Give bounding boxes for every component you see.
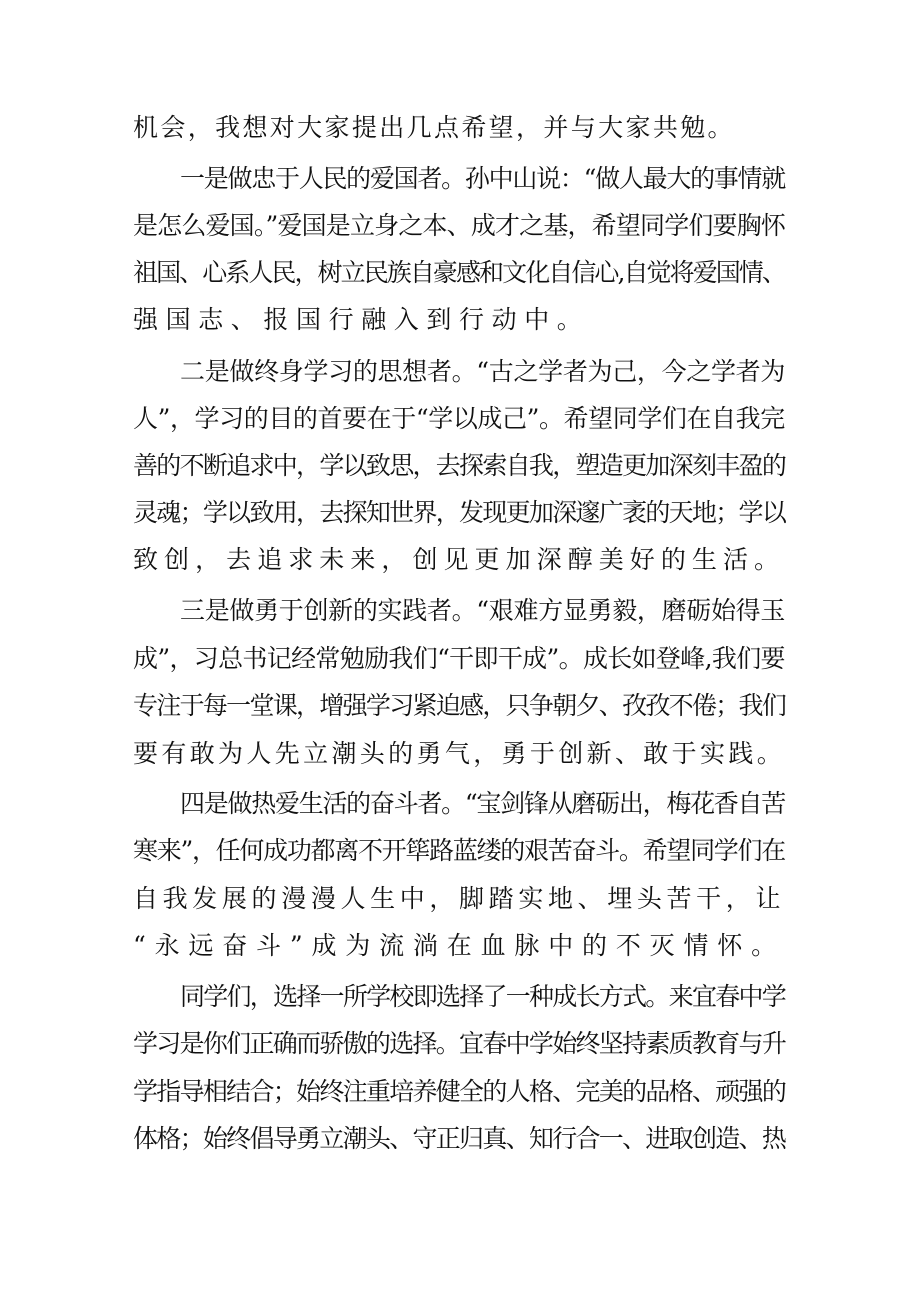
text-line-content: 灵魂；学以致用，去探知世界，发现更加深邃广袤的天地；学以 bbox=[133, 498, 786, 527]
text-line-content: 祖国、心系人民，树立民族自豪感和文化自信心,自觉将爱国情、 bbox=[133, 258, 785, 287]
text-line-content: 是怎么爱国。”爱国是立身之本、成才之基，希望同学们要胸怀 bbox=[133, 211, 786, 240]
text-line bbox=[0, 782, 920, 826]
text-line bbox=[0, 877, 920, 921]
text-line bbox=[0, 732, 920, 776]
text-line bbox=[0, 589, 920, 633]
text-line bbox=[0, 298, 920, 342]
text-line-content: 体格；始终倡导勇立潮头、守正归真、知行合一、进取创造、热 bbox=[133, 1124, 786, 1153]
text-line-content: 学指导相结合；始终注重培养健全的人格、完美的品格、顽强的 bbox=[133, 1077, 786, 1106]
text-line-content: 机会，我想对大家提出几点希望，并与大家共勉。 bbox=[133, 113, 735, 142]
text-line-content: 四是做热爱生活的奋斗者。“宝剑锋从磨砺出，梅花香自苦 bbox=[180, 789, 786, 818]
text-line-content: 人”，学习的目的首要在于“学以成己”。希望同学们在自我完 bbox=[133, 404, 785, 433]
text-line-content: 强国志、报国行融入到行动中。 bbox=[133, 305, 590, 334]
text-line bbox=[0, 251, 920, 295]
text-line-content: 同学们，选择一所学校即选择了一种成长方式。来宜春中学 bbox=[180, 982, 786, 1011]
text-line bbox=[0, 1022, 920, 1066]
text-line-content: 要有敢为人先立潮头的勇气，勇于创新、敢于实践。 bbox=[133, 739, 786, 768]
text-line bbox=[0, 924, 920, 968]
text-line bbox=[0, 444, 920, 488]
text-line-content: “永远奋斗”成为流淌在血脉中的不灭情怀。 bbox=[133, 931, 785, 960]
text-line bbox=[0, 684, 920, 728]
text-line-content: 寒来”，任何成功都离不开筚路蓝缕的艰苦奋斗。希望同学们在 bbox=[133, 836, 785, 865]
text-line-content: 学习是你们正确而骄傲的选择。宜春中学始终坚持素质教育与升 bbox=[133, 1029, 786, 1058]
text-line bbox=[0, 157, 920, 201]
text-line bbox=[0, 975, 920, 1019]
text-line-content: 致创，去追求未来，创见更加深醇美好的生活。 bbox=[133, 545, 786, 574]
text-line-content: 成”，习总书记经常勉励我们“干即干成”。成长如登峰,我们要 bbox=[133, 644, 785, 673]
text-line bbox=[0, 829, 920, 873]
text-line bbox=[0, 397, 920, 441]
text-line bbox=[0, 1070, 920, 1114]
text-line-content: 专注于每一堂课，增强学习紧迫感，只争朝夕、孜孜不倦；我们 bbox=[133, 691, 786, 720]
text-line bbox=[0, 1117, 920, 1161]
text-line bbox=[0, 204, 920, 248]
text-line-content: 一是做忠于人民的爱国者。孙中山说：“做人最大的事情就 bbox=[180, 164, 786, 193]
text-line-content: 三是做勇于创新的实践者。“艰难方显勇毅，磨砺始得玉 bbox=[180, 596, 786, 625]
text-line bbox=[0, 538, 920, 582]
text-line-content: 善的不断追求中，学以致思，去探索自我，塑造更加深刻丰盈的 bbox=[133, 451, 786, 480]
text-line bbox=[0, 350, 920, 394]
text-line-content: 自我发展的漫漫人生中，脚踏实地、埋头苦干，让 bbox=[133, 884, 786, 913]
text-line-content: 二是做终身学习的思想者。“古之学者为己，今之学者为 bbox=[180, 357, 786, 386]
text-line bbox=[0, 491, 920, 535]
text-line bbox=[0, 106, 920, 150]
text-line bbox=[0, 637, 920, 681]
